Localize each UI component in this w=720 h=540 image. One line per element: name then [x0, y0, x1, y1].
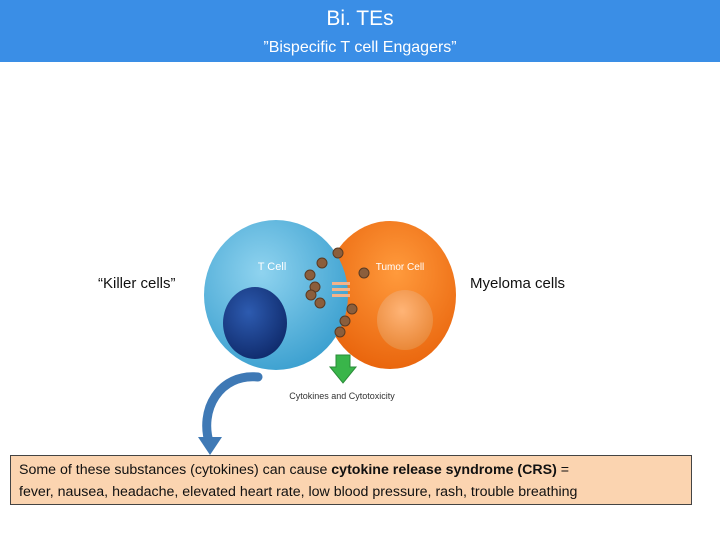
note-line-1-suffix: = — [556, 462, 570, 478]
curved-arrow — [198, 377, 258, 455]
t-cell-label: T Cell — [257, 261, 287, 273]
page-title: Bi. TEs — [326, 7, 394, 30]
t-cell-nucleus — [223, 287, 287, 359]
cytokines-effect-label: Cytokines and Cytotoxicity — [289, 391, 395, 401]
killer-cells-label: “Killer cells” — [98, 275, 176, 292]
note-line-2: fever, nausea, headache, elevated heart rate, low blood pressure, rash, trouble breathing — [19, 484, 578, 500]
title-bar — [0, 0, 720, 62]
cytokine-release-note — [10, 455, 692, 505]
note-line-1 — [19, 459, 683, 481]
bite-diagram — [180, 205, 460, 455]
myeloma-cells-label: Myeloma cells — [470, 275, 566, 292]
crs-term: cytokine release syndrome (CRS) — [331, 462, 557, 478]
tumor-cell-nucleus — [377, 290, 433, 350]
tumor-cell-label: Tumor Cell — [375, 262, 425, 273]
note-line-1-prefix: Some of these substances (cytokines) can cause — [19, 462, 332, 478]
green-down-arrow — [330, 355, 356, 383]
bite-connectors — [332, 282, 350, 297]
page-subtitle: ”Bispecific T cell Engagers” — [263, 39, 457, 56]
